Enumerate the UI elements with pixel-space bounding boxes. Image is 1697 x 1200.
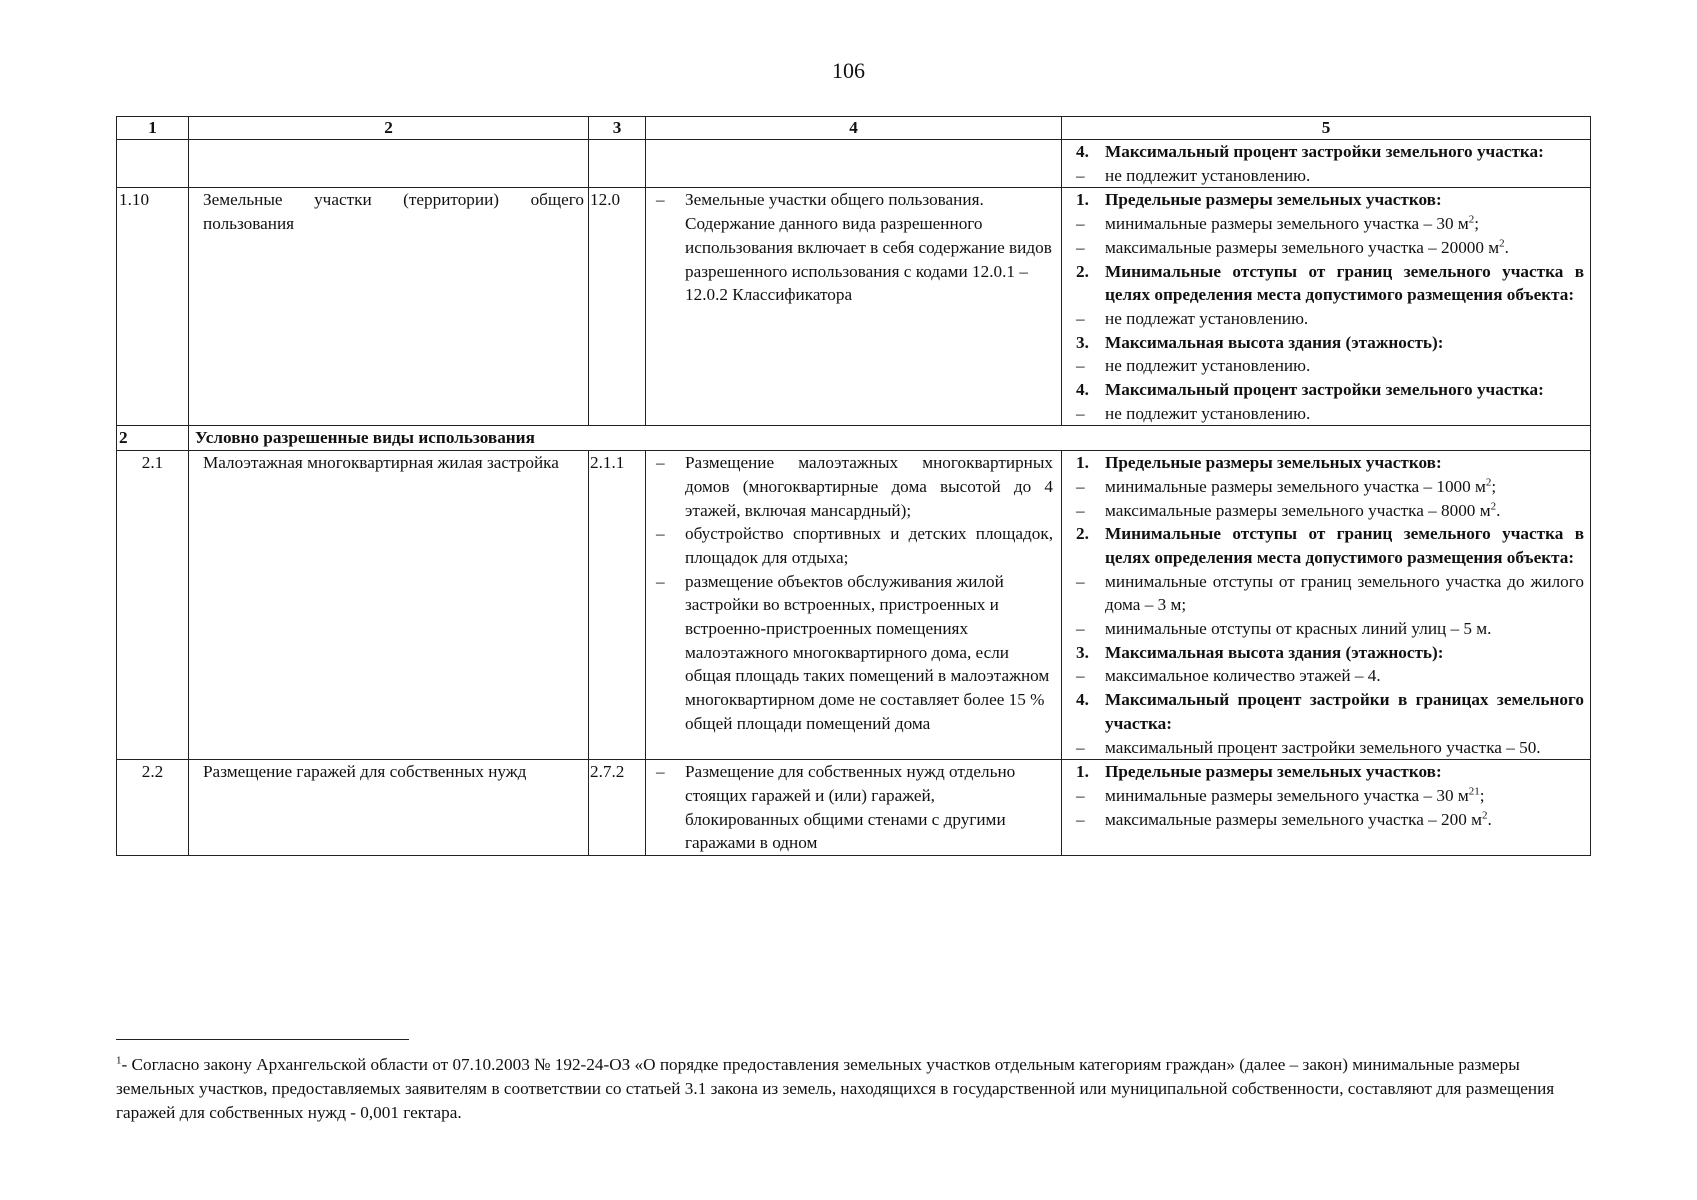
row-number: 1.10 — [117, 188, 189, 426]
dash-marker: – — [656, 524, 665, 544]
item-text: максимальный процент застройки земельного участка – 50. — [1105, 737, 1541, 757]
list-item — [656, 570, 1053, 736]
list-item — [1076, 499, 1584, 523]
item-text: Минимальные отступы от границ земельного участка в целях определения места допустимого размещения объекта: — [1105, 524, 1584, 567]
header-col-2: 2 — [189, 117, 589, 140]
item-text: Размещение малоэтажных многоквартирных домов (многоквартирные дома высотой до 4 этажей, включая мансардный); — [685, 453, 1053, 520]
list-item — [1076, 140, 1584, 164]
use-description — [646, 188, 1062, 426]
footnote-text: - Согласно закону Архангельской области от 07.10.2003 № 192-24-ОЗ «О порядке предоставления земельных участков отдельным категориям граждан» (далее – закон) минимальные размеры земельных участков, предоставляемых заявителям в соответствии со статьей 3.1 закона из земель, находящихся в государственной или муниципальной собственности, составляют для размещения гаражей для собственных нужд - 0,001 гектара. — [116, 1055, 1555, 1122]
list-item — [1076, 808, 1584, 832]
params-cell — [1062, 188, 1591, 426]
item-text: Предельные размеры земельных участков: — [1105, 190, 1442, 210]
item-text: Максимальный процент застройки земельного участка: — [1105, 380, 1544, 400]
dash-marker: – — [1076, 237, 1085, 257]
dash-marker: – — [1076, 737, 1085, 757]
list-item — [1076, 736, 1584, 760]
header-col-5: 5 — [1062, 117, 1591, 140]
list-item — [1076, 688, 1584, 735]
params-cell — [1062, 451, 1591, 760]
header-col-3: 3 — [589, 117, 646, 140]
page-number: 106 — [832, 58, 865, 83]
list-item — [656, 522, 1053, 569]
footnote-mark: 1 — [116, 1054, 122, 1067]
list-item — [1076, 641, 1584, 665]
item-text: максимальные размеры земельного участка – 20000 $м^2$. — [1105, 237, 1509, 257]
table-row-2-1 — [117, 451, 1591, 760]
dash-marker: – — [1076, 500, 1085, 520]
header-col-1: 1 — [117, 117, 189, 140]
section-number: 2 — [117, 426, 189, 451]
use-name: Размещение гаражей для собственных нужд — [189, 760, 589, 856]
row-number: 2.1 — [117, 451, 189, 760]
list-item — [656, 451, 1053, 522]
item-text: Максимальный процент застройки земельного участка: — [1105, 142, 1544, 161]
list-item — [1076, 260, 1584, 307]
dash-marker: – — [656, 762, 665, 782]
use-description — [646, 760, 1062, 856]
list-item — [1076, 331, 1584, 355]
item-number: 1. — [1076, 762, 1089, 782]
item-number: 2. — [1076, 261, 1089, 281]
dash-marker: – — [1076, 165, 1085, 185]
dash-marker: – — [1076, 308, 1085, 328]
item-text: минимальные размеры земельного участка – 30 $м^{21}$; — [1105, 785, 1485, 805]
item-text: Максимальная высота здания (этажность): — [1105, 642, 1444, 662]
list-item — [1076, 784, 1584, 808]
dash-marker: – — [1076, 666, 1085, 686]
use-name: Земельные участки (территории) общего пользования — [189, 188, 589, 426]
list-item — [1076, 451, 1584, 475]
section-title: Условно разрешенные виды использования — [189, 426, 1591, 451]
list-item — [1076, 212, 1584, 236]
item-text: максимальное количество этажей – 4. — [1105, 666, 1381, 686]
use-code: 12.0 — [589, 188, 646, 426]
item-text: максимальные размеры земельного участка – 200 $м^2$. — [1105, 808, 1492, 829]
list-item — [656, 760, 1053, 855]
item-text: Предельные размеры земельных участков: — [1105, 762, 1442, 782]
table-row-1-10 — [117, 188, 1591, 426]
item-text: Минимальные отступы от границ земельного участка в целях определения места допустимого размещения объекта: — [1105, 261, 1584, 305]
item-text: не подлежат установлению. — [1105, 308, 1309, 328]
use-name: Малоэтажная многоквартирная жилая застройка — [189, 451, 589, 760]
dash-marker: – — [1076, 619, 1085, 639]
list-item — [1076, 354, 1584, 378]
list-item — [1076, 475, 1584, 499]
table-row-2-2 — [117, 760, 1591, 856]
list-item — [1076, 760, 1584, 784]
dash-marker: – — [1076, 214, 1085, 234]
item-number: 4. — [1076, 142, 1089, 161]
list-item — [1076, 570, 1584, 617]
list-item — [1076, 664, 1584, 688]
list-item — [656, 188, 1053, 307]
item-text: не подлежит установлению. — [1105, 165, 1311, 185]
table-row-continuation — [117, 140, 1591, 188]
item-text: Предельные размеры земельных участков: — [1105, 453, 1442, 473]
item-text: не подлежит установлению. — [1105, 356, 1311, 376]
item-text: не подлежит установлению. — [1105, 403, 1311, 423]
item-text: размещение объектов обслуживания жилой застройки во встроенных, пристроенных и встроенно-пристроенных помещениях малоэтажного многоквартирного дома, если общая площадь таких помещений в малоэтажном многоквартирном доме не составляет более 15 % общей площади помещений дома — [685, 571, 1050, 733]
dash-marker: – — [1076, 809, 1085, 829]
list-item — [1076, 307, 1584, 331]
footnote — [116, 1053, 1596, 1124]
list-item — [1076, 164, 1584, 188]
list-item — [1076, 378, 1584, 402]
item-number: 3. — [1076, 332, 1089, 352]
item-number: 4. — [1076, 380, 1089, 400]
item-number: 3. — [1076, 642, 1089, 662]
item-text: минимальные отступы от красных линий улиц – 5 м. — [1105, 619, 1492, 639]
use-code: 2.7.2 — [589, 760, 646, 856]
dash-marker: – — [1076, 403, 1085, 423]
dash-marker: – — [1076, 785, 1085, 805]
item-text: Максимальный процент застройки в границах земельного участка: — [1105, 690, 1584, 733]
use-code: 2.1.1 — [589, 451, 646, 760]
item-text: минимальные размеры земельного участка – 1000 $м^2$; — [1105, 476, 1497, 496]
list-item — [1076, 188, 1584, 212]
item-number: 2. — [1076, 524, 1089, 544]
item-number: 1. — [1076, 190, 1089, 210]
footnote-separator — [116, 1039, 409, 1040]
use-description — [646, 451, 1062, 760]
item-text: минимальные размеры земельного участка – 30 $м^2$; — [1105, 213, 1480, 234]
item-text: максимальные размеры земельного участка – 8000 $м^2$. — [1105, 499, 1501, 520]
list-item — [1076, 236, 1584, 260]
header-row — [117, 117, 1591, 140]
item-text: Размещение для собственных нужд отдельно стоящих гаражей и (или) гаражей, блокированных общими стенами с другими гаражами в одном — [685, 762, 1016, 853]
section-row — [117, 426, 1591, 451]
row-number: 2.2 — [117, 760, 189, 856]
dash-marker: – — [1076, 476, 1085, 496]
list-item — [1076, 522, 1584, 569]
regulations-table — [116, 116, 1591, 856]
list-item — [1076, 402, 1584, 426]
item-number: 4. — [1076, 690, 1089, 710]
dash-marker: – — [1076, 571, 1085, 591]
header-col-4: 4 — [646, 117, 1062, 140]
item-text: Максимальная высота здания (этажность): — [1105, 332, 1444, 352]
dash-marker: – — [656, 453, 665, 473]
dash-marker: – — [1076, 356, 1085, 376]
params-cell — [1062, 140, 1591, 188]
dash-marker: – — [656, 571, 665, 591]
params-cell — [1062, 760, 1591, 856]
item-text: Земельные участки общего пользования. Содержание данного вида разрешенного использования включает в себя содержание видов разрешенного использования с кодами 12.0.1 – 12.0.2 Классификатора — [685, 190, 1052, 305]
list-item — [1076, 617, 1584, 641]
dash-marker: – — [656, 190, 665, 210]
item-text: обустройство спортивных и детских площадок, площадок для отдыха; — [685, 524, 1053, 567]
item-number: 1. — [1076, 453, 1089, 473]
item-text: минимальные отступы от границ земельного участка до жилого дома – 3 м; — [1105, 571, 1584, 615]
